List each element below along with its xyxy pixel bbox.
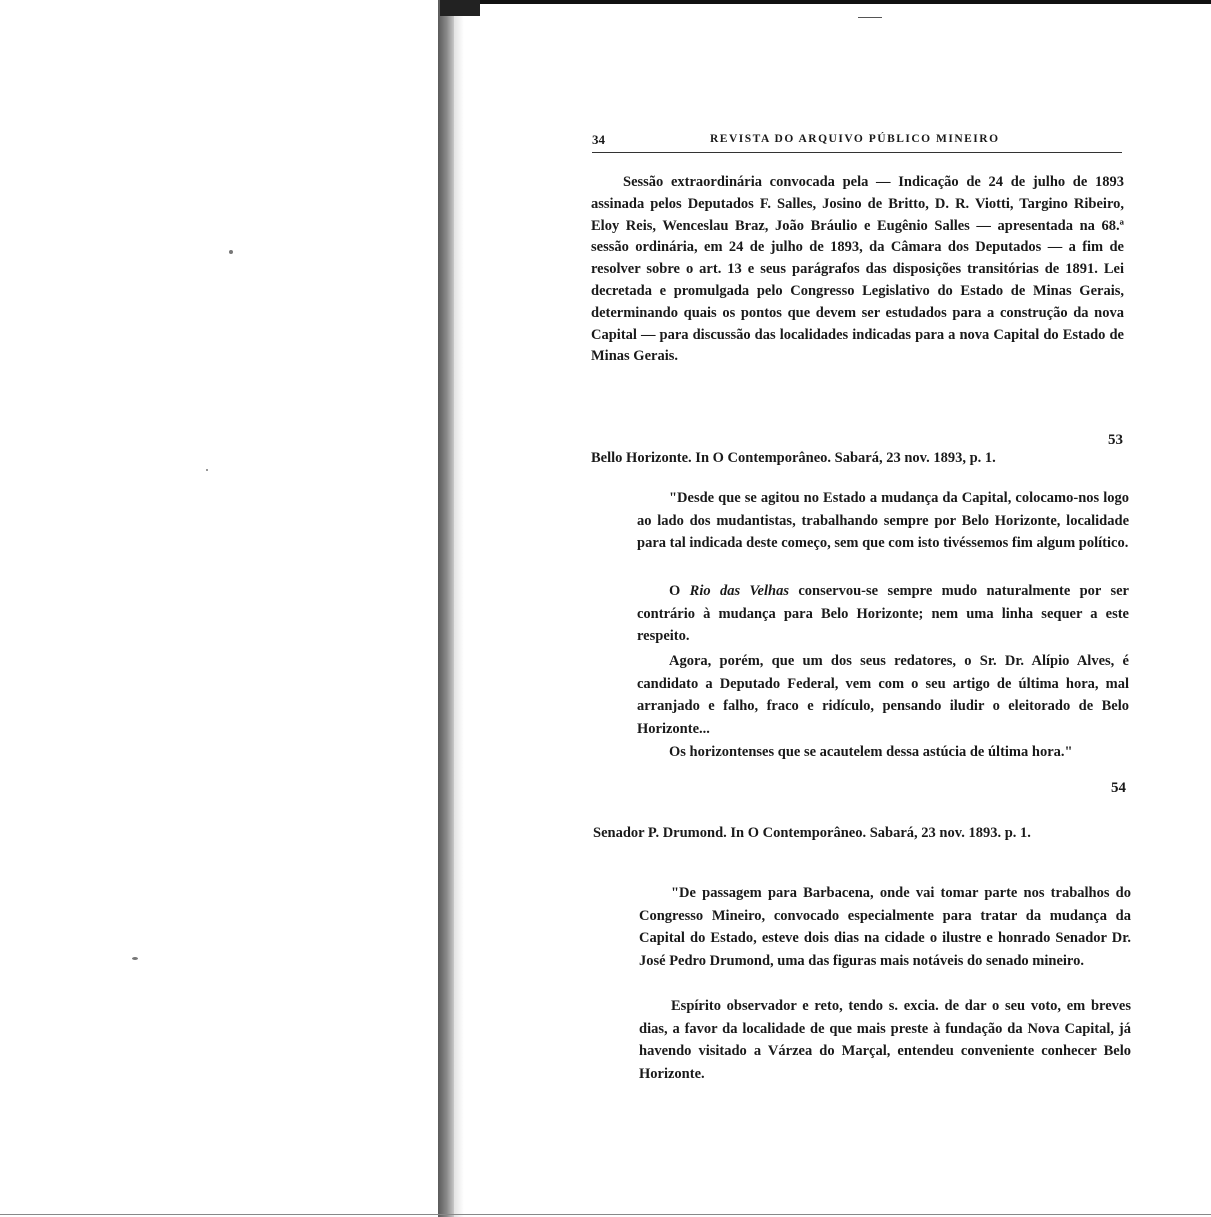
scan-speck xyxy=(206,469,208,471)
page-top-mark xyxy=(440,0,480,16)
gutter-fade xyxy=(454,0,464,1217)
entry-54-number: 54 xyxy=(1111,780,1126,796)
book-gutter-shadow xyxy=(438,0,454,1217)
top-tick xyxy=(858,17,882,18)
entry-54-quote-p4: Os horizontenses que se acautelem dessa astúcia de última hora." xyxy=(669,744,1073,760)
entry-54-quote-p2-rest: conservou-se sempre mudo naturalmente por ser contrário à mudança para Belo Horizonte; nem uma linha sequer a este respeito. xyxy=(637,583,1129,644)
entry-55-quote-p1: "De passagem para Barbacena, onde vai tomar parte nos trabalhos do Congresso Mineiro, convocado especialmente para tratar da mudança da Capital do Estado, esteve dois dias na cidade o ilustre e honrado Senador Dr. José Pedro Drumond, uma das figuras mais notáveis do senado mineiro. xyxy=(639,885,1131,969)
entry-54-quote-p2-prefix: O xyxy=(669,583,690,599)
entry-53-text: Sessão extraordinária convocada pela — Indicação de 24 de julho de 1893 assinada pelos Deputados F. Salles, Josino de Britto, D. R. Viotti, Targino Ribeiro, Eloy Reis, Wenceslau Braz, João Bráulio e Eugênio Salles — apresentada na 68.ª sessão ordinária, em 24 de julho de 1893, da Câmara dos Deputados — a fim de resolver sobre o art. 13 e seus parágrafos das disposições transitórias de 1891. Lei decretada e promulgada pelo Congresso Legislativo do Estado de Minas Gerais, determinando quais os pontos que devem ser estudados para a construção da nova Capital — para discussão das localidades indicadas para a nova Capital do Estado de Minas Gerais. xyxy=(591,174,1124,365)
page-top-edge xyxy=(440,0,1211,4)
scan-speck xyxy=(132,957,138,960)
page-bottom-edge xyxy=(0,1214,1211,1215)
entry-54-quote-p3: Agora, porém, que um dos seus redatores, o Sr. Dr. Alípio Alves, é candidato a Deputado Federal, vem com o seu artigo de última hora, mal arranjado e falho, fraco e ridículo, pensando iludir o eleitorado de Belo Horizonte... xyxy=(637,653,1129,737)
page-number: 34 xyxy=(592,132,605,147)
scan-speck xyxy=(229,250,233,254)
entry-55-quote-p2: Espírito observador e reto, tendo s. excia. de dar o seu voto, em breves dias, a favor da localidade de que mais preste à fundação da Nova Capital, já havendo visitado a Várzea do Marçal, entendeu conveniente conhecer Belo Horizonte. xyxy=(639,998,1131,1082)
entry-53-number: 53 xyxy=(1108,432,1123,448)
entry-54-quote-p1: "Desde que se agitou no Estado a mudança da Capital, colocamo-nos logo ao lado dos mudantistas, trabalhando sempre por Belo Horizonte, localidade para tal indicada deste começo, sem que com isto tivéssemos fim algum político. xyxy=(637,490,1129,551)
newspaper-name: Rio das Velhas xyxy=(689,583,789,599)
entry-54-quote-p2 xyxy=(637,580,1129,648)
journal-title: REVISTA DO ARQUIVO PÚBLICO MINEIRO xyxy=(710,133,1000,145)
entry-55-source: Senador P. Drumond. In O Contemporâneo. Sabará, 23 nov. 1893. p. 1. xyxy=(593,825,1031,841)
entry-54-source: Bello Horizonte. In O Contemporâneo. Sabará, 23 nov. 1893, p. 1. xyxy=(591,450,996,466)
running-head xyxy=(592,130,1122,153)
